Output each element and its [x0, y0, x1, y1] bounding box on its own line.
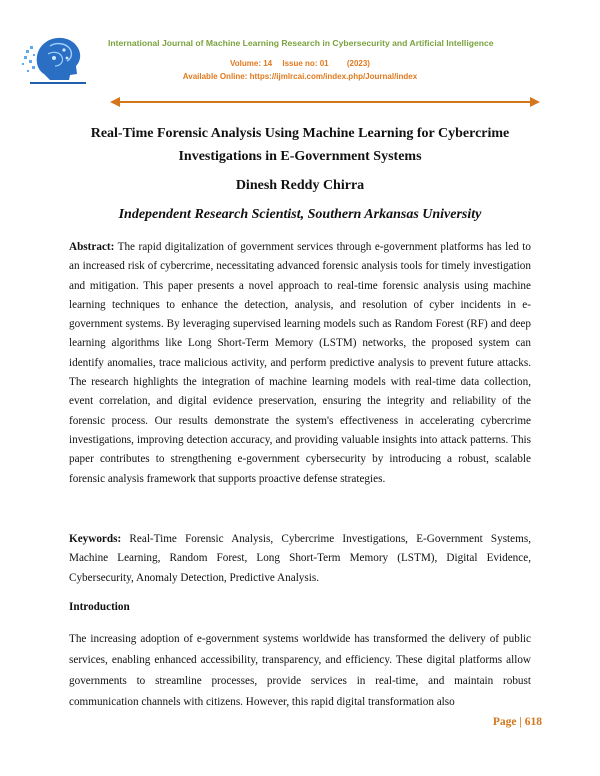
abstract-paragraph	[69, 238, 531, 489]
volume-issue-line	[0, 59, 600, 68]
available-online-link[interactable]: Available Online: https://ijmlrcai.com/index.php/Journal/index	[182, 72, 418, 81]
double-arrow-divider	[110, 96, 540, 108]
logo-caption-bar	[30, 82, 86, 84]
volume: Volume: 14	[230, 59, 273, 68]
issue: Issue no: 01	[282, 59, 329, 68]
keywords-paragraph	[69, 530, 531, 588]
paper-title-line-2: Investigations in E-Government Systems	[178, 149, 422, 164]
paper-title	[60, 122, 540, 168]
journal-title: International Journal of Machine Learning Research in Cybersecurity and Artificial Intelligence	[108, 38, 494, 48]
introduction-text: The increasing adoption of e-government systems worldwide has transformed the delivery of public services, enabling enhanced accessibility, transparency, and efficiency. These digital platforms allow governments to streamline processes, provide services in real-time, and maintain robust communication channels with citizens. However, this rapid digital transformation also	[69, 633, 531, 708]
keywords-text: Real-Time Forensic Analysis, Cybercrime Investigations, E-Government Systems, Machine Learning, Random Forest, Long Short-Term Memory (LSTM), Digital Evidence, Cybersecurity, Anomaly Detection, Predictive Analysis.	[69, 533, 531, 584]
author-name: Dinesh Reddy Chirra	[235, 178, 365, 193]
year: (2023)	[346, 59, 370, 68]
paper-title-line-1: Real-Time Forensic Analysis Using Machine Learning for Cybercrime	[90, 126, 510, 141]
keywords-label: Keywords:	[69, 533, 122, 545]
introduction-heading: Introduction	[69, 601, 130, 613]
abstract-text: The rapid digitalization of government services through e-government platforms has led to an increased risk of cybercrime, necessitating advanced forensic analysis tools for timely investigation and mitigation. This paper presents a novel approach to real-time forensic analysis using machine learning techniques to enhance the detection, analysis, and resolution of cyber incidents in e-government systems. By leveraging supervised learning models such as Random Forest (RF) and deep learning algorithms like Long Short-Term Memory (LSTM) networks, the proposed system can identify anomalies, trace malicious activity, and perform predictive analysis to prevent future attacks. The research highlights the integration of machine learning models with real-time data collection, event correlation, and digital evidence preservation, ensuring the integrity and reliability of the forensic process. Our results demonstrate the system's effectiveness in accelerating cybercrime investigations, improving detection accuracy, and providing valuable insights into attack patterns. This paper contributes to strengthening e-government cybersecurity by introducing a robust, scalable forensic analysis framework that supports proactive defense strategies.	[69, 241, 531, 485]
author-affiliation: Independent Research Scientist, Southern Arkansas University	[118, 207, 482, 222]
abstract-label: Abstract:	[69, 241, 115, 253]
page-number: Page | 618	[492, 716, 542, 728]
